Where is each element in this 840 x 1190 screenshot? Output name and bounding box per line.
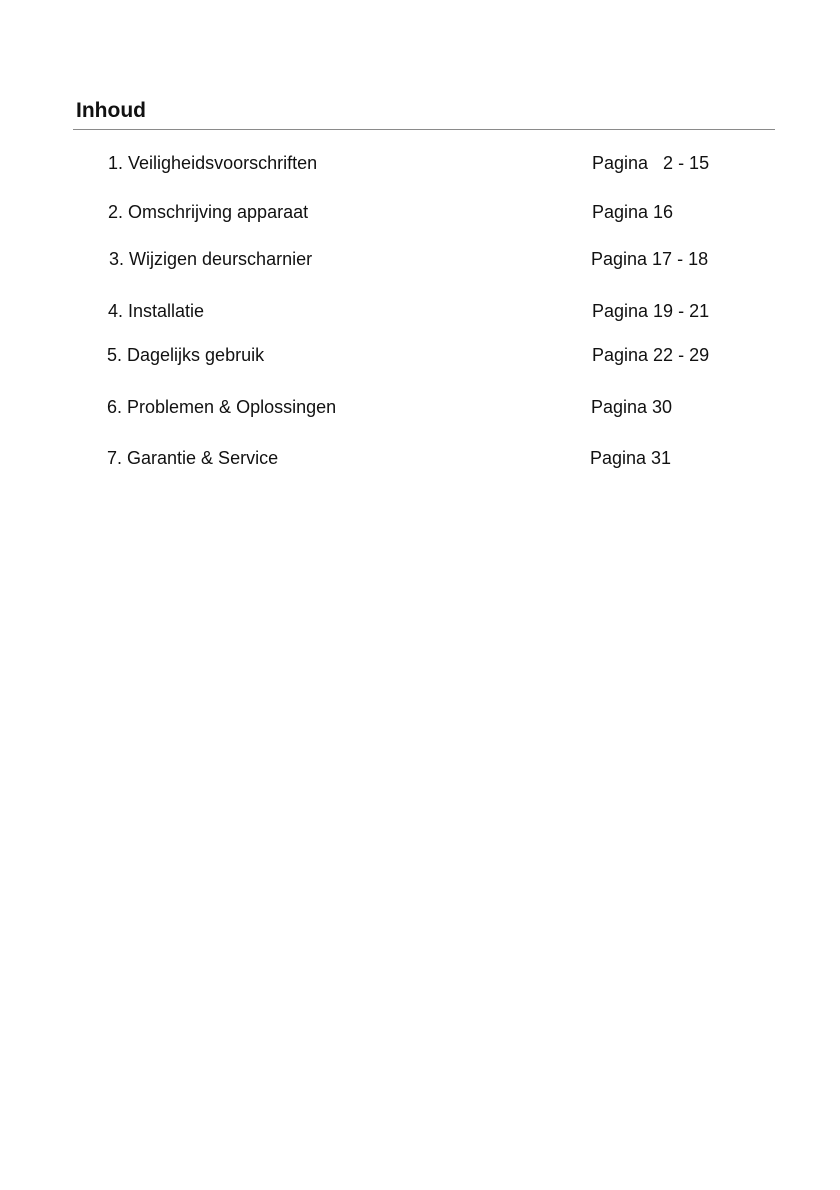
toc-entry-page: Pagina 17 - 18 (591, 249, 709, 269)
toc-entry-6[interactable] (107, 395, 673, 419)
toc-entry-label: 7. Garantie & Service (107, 448, 279, 468)
toc-entry-label: 1. Veiligheidsvoorschriften (108, 153, 318, 173)
toc-heading: Inhoud (76, 99, 146, 122)
toc-entry-5[interactable] (107, 343, 710, 367)
toc-entry-page: Pagina 30 (591, 397, 673, 417)
toc-entry-page: Pagina 22 - 29 (592, 345, 710, 365)
heading-divider (73, 129, 775, 130)
toc-entry-label: 4. Installatie (108, 301, 205, 321)
toc-entry-2[interactable] (108, 200, 674, 224)
toc-entry-label: 2. Omschrijving apparaat (108, 202, 309, 222)
toc-entry-page: Pagina 16 (592, 202, 674, 222)
toc-entry-page: Pagina 31 (590, 448, 672, 468)
toc-entry-label: 3. Wijzigen deurscharnier (109, 249, 313, 269)
toc-entry-page: Pagina 19 - 21 (592, 301, 710, 321)
toc-entry-label: 6. Problemen & Oplossingen (107, 397, 337, 417)
toc-entry-1[interactable] (108, 151, 710, 175)
toc-entry-4[interactable] (108, 299, 710, 323)
toc-entry-page: Pagina 2 - 15 (592, 153, 710, 173)
toc-entry-7[interactable] (107, 446, 672, 470)
toc-entry-label: 5. Dagelijks gebruik (107, 345, 265, 365)
toc-entry-3[interactable] (109, 247, 709, 271)
